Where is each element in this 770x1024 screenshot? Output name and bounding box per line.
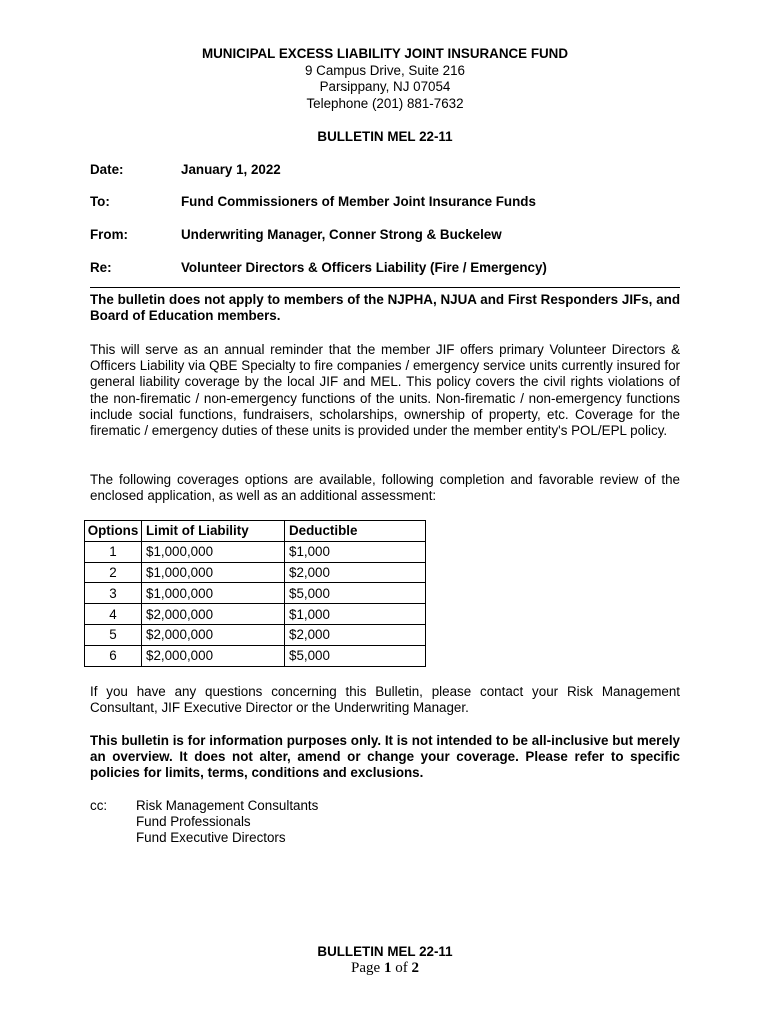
cc-recipient: Risk Management Consultants xyxy=(136,798,319,813)
table-row xyxy=(85,624,426,645)
org-name: MUNICIPAL EXCESS LIABILITY JOINT INSURANCE FUND xyxy=(201,46,569,61)
option-number: 2 xyxy=(85,562,142,583)
address-line-2: Parsippany, NJ 07054 xyxy=(319,79,451,94)
coverage-options-table xyxy=(84,520,426,667)
cc-list xyxy=(136,798,318,847)
contact-paragraph: If you have any questions concerning this Bulletin, please contact your Risk Management Consultant, JIF Executive Director or the Underwriting Manager. xyxy=(90,684,680,716)
option-number: 6 xyxy=(85,645,142,666)
phone-number: Telephone (201) 881-7632 xyxy=(306,96,464,111)
divider-rule xyxy=(90,287,680,288)
table-row xyxy=(85,562,426,583)
applicability-notice: The bulletin does not apply to members of the NJPHA, NJUA and First Responders JIFs, and Board of Education members. xyxy=(90,292,680,324)
cc-recipient: Fund Professionals xyxy=(136,814,251,830)
re-label: Re: xyxy=(90,260,112,275)
date-value: January 1, 2022 xyxy=(181,162,281,177)
footer-bulletin-title: BULLETIN MEL 22-11 xyxy=(317,944,453,959)
option-number: 5 xyxy=(85,624,142,645)
disclaimer-paragraph: This bulletin is for information purposes only. It is not intended to be all-inclusive but merely an overview. It does not alter, amend or change your coverage. Please refer to specific policies for limits, terms, conditions and exclusions. xyxy=(90,733,680,781)
option-number: 4 xyxy=(85,604,142,625)
cc-recipient: Fund Executive Directors xyxy=(136,830,286,846)
page-prefix: Page xyxy=(351,960,384,976)
deductible-value: $1,000 xyxy=(285,604,426,625)
coverage-options-paragraph: The following coverages options are available, following completion and favorable review of the enclosed application, as well as an additional assessment: xyxy=(90,472,680,504)
date-label: Date: xyxy=(90,162,124,177)
table-row xyxy=(85,583,426,604)
page-number: 1 xyxy=(383,960,392,976)
limit-value: $1,000,000 xyxy=(142,541,285,562)
limit-value: $2,000,000 xyxy=(142,604,285,625)
table-header-row xyxy=(85,521,426,542)
deductible-value: $2,000 xyxy=(285,624,426,645)
intro-paragraph: This will serve as an annual reminder that the member JIF offers primary Volunteer Directors & Officers Liability via QBE Specialty to fire companies / emergency service units currently insured for general liability coverage by the local JIF and MEL. This policy covers the civil rights violations of the non-firematic / non-emergency functions of the units. Non-firematic / non-emergency functions include social functions, fundraisers, scholarships, ownership of property, etc. Coverage for the firematic / emergency duties of these units is provided under the member entity's POL/EPL policy. xyxy=(90,342,680,439)
deductible-header: Deductible xyxy=(285,521,426,542)
to-value: Fund Commissioners of Member Joint Insurance Funds xyxy=(181,194,536,209)
from-label: From: xyxy=(90,227,128,242)
table-row xyxy=(85,645,426,666)
deductible-value: $2,000 xyxy=(285,562,426,583)
page-of: of xyxy=(391,960,412,976)
re-value: Volunteer Directors & Officers Liability (Fire / Emergency) xyxy=(181,260,547,275)
limit-value: $2,000,000 xyxy=(142,645,285,666)
limit-header: Limit of Liability xyxy=(142,521,285,542)
bulletin-title: BULLETIN MEL 22-11 xyxy=(317,129,453,144)
limit-value: $1,000,000 xyxy=(142,562,285,583)
limit-value: $2,000,000 xyxy=(142,624,285,645)
table-row xyxy=(85,604,426,625)
option-number: 1 xyxy=(85,541,142,562)
limit-value: $1,000,000 xyxy=(142,583,285,604)
address-line-1: 9 Campus Drive, Suite 216 xyxy=(304,63,466,78)
cc-label: cc: xyxy=(90,798,108,813)
deductible-value: $1,000 xyxy=(285,541,426,562)
option-number: 3 xyxy=(85,583,142,604)
options-header: Options xyxy=(85,521,142,542)
page-total: 2 xyxy=(411,960,419,976)
table-row xyxy=(85,541,426,562)
from-value: Underwriting Manager, Conner Strong & Buckelew xyxy=(181,227,502,242)
deductible-value: $5,000 xyxy=(285,645,426,666)
to-label: To: xyxy=(90,194,110,209)
deductible-value: $5,000 xyxy=(285,583,426,604)
page-indicator xyxy=(0,960,770,976)
